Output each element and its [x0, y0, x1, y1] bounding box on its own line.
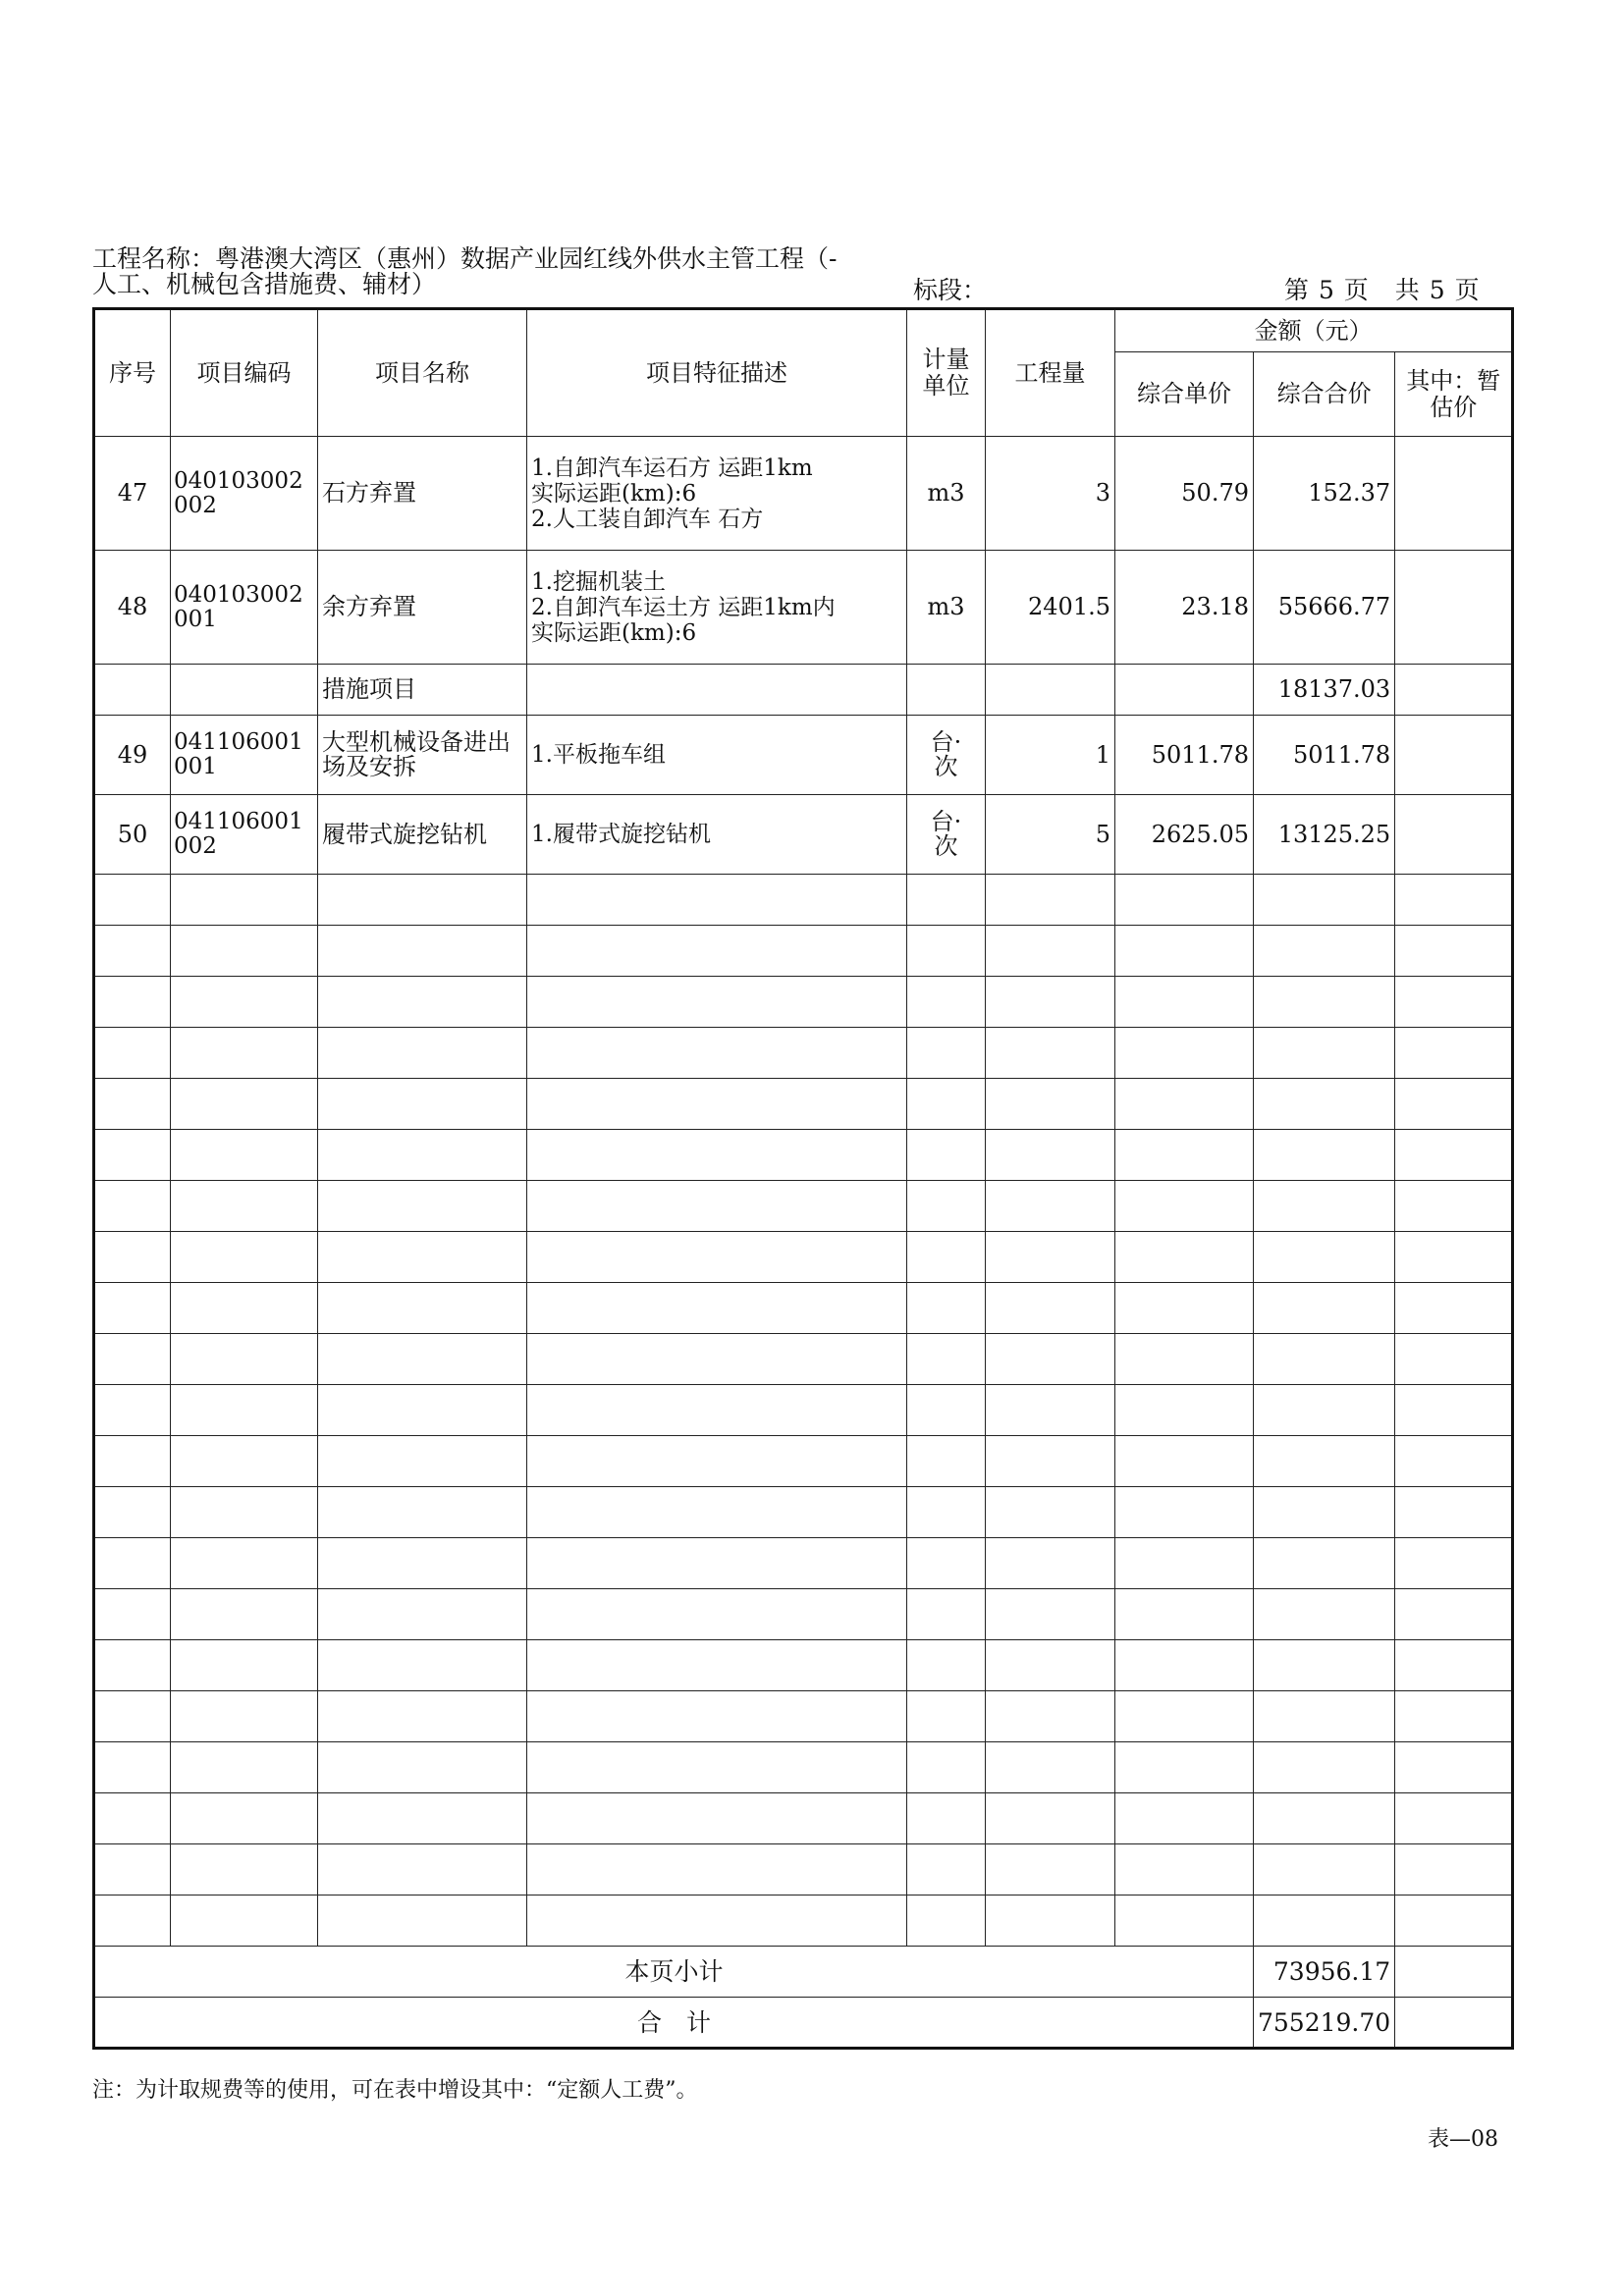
empty-cell — [1254, 1028, 1395, 1079]
empty-row — [94, 926, 1513, 977]
row-code: 041106001002 — [171, 795, 318, 875]
empty-row — [94, 1896, 1513, 1947]
empty-cell — [1254, 1844, 1395, 1896]
empty-cell — [986, 1793, 1115, 1844]
empty-cell — [1254, 1130, 1395, 1181]
row-total: 152.37 — [1254, 437, 1395, 551]
empty-cell — [907, 926, 986, 977]
row-seq: 47 — [94, 437, 171, 551]
empty-cell — [527, 1232, 907, 1283]
empty-cell — [527, 926, 907, 977]
empty-cell — [318, 1436, 527, 1487]
row-unit — [907, 665, 986, 716]
row-unit: 台· 次 — [907, 795, 986, 875]
row-qty: 2401.5 — [986, 551, 1115, 665]
subtotal-label: 本页小计 — [94, 1947, 1254, 1998]
row-qty — [986, 665, 1115, 716]
empty-cell — [1254, 1742, 1395, 1793]
row-desc: 1.挖掘机装土 2.自卸汽车运土方 运距1km内 实际运距(km):6 — [527, 551, 907, 665]
empty-cell — [318, 1640, 527, 1691]
empty-cell — [907, 1283, 986, 1334]
empty-cell — [1115, 1436, 1254, 1487]
col-total: 综合合价 — [1254, 352, 1395, 437]
col-unit: 计量 单位 — [907, 309, 986, 437]
empty-cell — [1395, 1028, 1513, 1079]
empty-cell — [318, 1691, 527, 1742]
empty-cell — [171, 1079, 318, 1130]
empty-cell — [986, 875, 1115, 926]
empty-cell — [527, 1538, 907, 1589]
empty-cell — [1395, 1232, 1513, 1283]
empty-cell — [1115, 1130, 1254, 1181]
row-provisional — [1395, 716, 1513, 795]
empty-row — [94, 1844, 1513, 1896]
empty-cell — [1395, 977, 1513, 1028]
project-name-line-1: 工程名称：粤港澳大湾区（惠州）数据产业园红线外供水主管工程（- — [92, 244, 838, 273]
empty-cell — [986, 977, 1115, 1028]
empty-cell — [171, 1283, 318, 1334]
empty-cell — [527, 977, 907, 1028]
row-desc: 1.平板拖车组 — [527, 716, 907, 795]
empty-row — [94, 1436, 1513, 1487]
empty-cell — [1115, 1334, 1254, 1385]
col-amount: 金额（元） — [1115, 309, 1513, 352]
empty-cell — [1115, 1896, 1254, 1947]
empty-cell — [1395, 1640, 1513, 1691]
row-desc: 1.自卸汽车运石方 运距1km 实际运距(km):6 2.人工装自卸汽车 石方 — [527, 437, 907, 551]
empty-cell — [986, 1691, 1115, 1742]
row-code — [171, 665, 318, 716]
empty-cell — [907, 1742, 986, 1793]
empty-row — [94, 1793, 1513, 1844]
empty-cell — [1254, 926, 1395, 977]
empty-cell — [1115, 875, 1254, 926]
empty-cell — [527, 1896, 907, 1947]
row-total: 5011.78 — [1254, 716, 1395, 795]
col-seq: 序号 — [94, 309, 171, 437]
empty-cell — [171, 1232, 318, 1283]
row-seq: 48 — [94, 551, 171, 665]
row-unit-price — [1115, 665, 1254, 716]
empty-cell — [907, 1691, 986, 1742]
empty-cell — [986, 1538, 1115, 1589]
total-value: 755219.70 — [1254, 1998, 1395, 2049]
empty-cell — [907, 1436, 986, 1487]
empty-cell — [907, 1487, 986, 1538]
empty-cell — [94, 1283, 171, 1334]
empty-cell — [171, 1181, 318, 1232]
empty-cell — [171, 1538, 318, 1589]
row-provisional — [1395, 665, 1513, 716]
empty-cell — [527, 1691, 907, 1742]
empty-cell — [318, 1487, 527, 1538]
empty-cell — [94, 1896, 171, 1947]
empty-row — [94, 1487, 1513, 1538]
empty-cell — [986, 1896, 1115, 1947]
empty-cell — [1115, 1640, 1254, 1691]
empty-row — [94, 1232, 1513, 1283]
empty-cell — [1115, 977, 1254, 1028]
empty-cell — [1395, 1385, 1513, 1436]
row-desc: 1.履带式旋挖钻机 — [527, 795, 907, 875]
empty-cell — [1115, 926, 1254, 977]
empty-cell — [94, 1079, 171, 1130]
empty-cell — [318, 1181, 527, 1232]
empty-cell — [986, 1436, 1115, 1487]
empty-cell — [171, 875, 318, 926]
empty-cell — [171, 1487, 318, 1538]
row-unit-price: 50.79 — [1115, 437, 1254, 551]
empty-cell — [907, 875, 986, 926]
project-name-line-2: 人工、机械包含措施费、辅材） — [92, 270, 437, 298]
empty-cell — [986, 1028, 1115, 1079]
empty-cell — [1254, 1538, 1395, 1589]
empty-cell — [94, 1385, 171, 1436]
empty-row — [94, 1589, 1513, 1640]
subtotal-provisional — [1395, 1947, 1513, 1998]
row-total: 13125.25 — [1254, 795, 1395, 875]
row-seq — [94, 665, 171, 716]
empty-cell — [1395, 1487, 1513, 1538]
empty-cell — [94, 1844, 171, 1896]
empty-cell — [1395, 1691, 1513, 1742]
table-row — [94, 665, 1513, 716]
empty-cell — [986, 1232, 1115, 1283]
empty-cell — [318, 1589, 527, 1640]
empty-cell — [527, 1487, 907, 1538]
row-name: 履带式旋挖钻机 — [318, 795, 527, 875]
row-unit-price: 5011.78 — [1115, 716, 1254, 795]
empty-cell — [94, 1232, 171, 1283]
row-code: 040103002002 — [171, 437, 318, 551]
row-qty: 3 — [986, 437, 1115, 551]
empty-row — [94, 1028, 1513, 1079]
empty-cell — [94, 1181, 171, 1232]
empty-cell — [171, 1334, 318, 1385]
empty-cell — [1395, 1538, 1513, 1589]
empty-row — [94, 1130, 1513, 1181]
empty-cell — [318, 1079, 527, 1130]
empty-cell — [318, 1538, 527, 1589]
empty-cell — [907, 1896, 986, 1947]
empty-cell — [94, 1589, 171, 1640]
empty-cell — [171, 1589, 318, 1640]
empty-row — [94, 1079, 1513, 1130]
row-unit: m3 — [907, 437, 986, 551]
empty-cell — [1395, 1793, 1513, 1844]
empty-row — [94, 1181, 1513, 1232]
empty-cell — [1395, 875, 1513, 926]
empty-cell — [318, 875, 527, 926]
empty-cell — [986, 1334, 1115, 1385]
empty-cell — [986, 1385, 1115, 1436]
empty-cell — [1254, 1079, 1395, 1130]
empty-cell — [94, 1028, 171, 1079]
empty-cell — [318, 977, 527, 1028]
empty-cell — [318, 1844, 527, 1896]
empty-cell — [1115, 1181, 1254, 1232]
empty-cell — [171, 1028, 318, 1079]
empty-cell — [1395, 1283, 1513, 1334]
row-name: 措施项目 — [318, 665, 527, 716]
empty-cell — [527, 1793, 907, 1844]
empty-cell — [94, 1487, 171, 1538]
row-provisional — [1395, 795, 1513, 875]
empty-cell — [986, 1130, 1115, 1181]
empty-cell — [1254, 1896, 1395, 1947]
empty-cell — [907, 1640, 986, 1691]
empty-cell — [907, 1181, 986, 1232]
col-name: 项目名称 — [318, 309, 527, 437]
empty-cell — [527, 1079, 907, 1130]
empty-cell — [1115, 1589, 1254, 1640]
empty-cell — [986, 1742, 1115, 1793]
empty-cell — [94, 1538, 171, 1589]
total-provisional — [1395, 1998, 1513, 2049]
empty-cell — [1254, 977, 1395, 1028]
empty-cell — [1115, 1844, 1254, 1896]
empty-cell — [171, 1742, 318, 1793]
empty-cell — [94, 977, 171, 1028]
empty-cell — [1254, 1589, 1395, 1640]
row-code: 041106001001 — [171, 716, 318, 795]
total-label: 合 计 — [94, 1998, 1254, 2049]
empty-cell — [986, 1844, 1115, 1896]
empty-cell — [1115, 1487, 1254, 1538]
row-seq: 49 — [94, 716, 171, 795]
empty-cell — [1115, 1232, 1254, 1283]
empty-row — [94, 1538, 1513, 1589]
empty-row — [94, 977, 1513, 1028]
empty-cell — [94, 875, 171, 926]
col-provisional: 其中：暂 估价 — [1395, 352, 1513, 437]
empty-cell — [318, 1793, 527, 1844]
empty-cell — [318, 926, 527, 977]
empty-cell — [1395, 1589, 1513, 1640]
row-qty: 5 — [986, 795, 1115, 875]
empty-cell — [1395, 1844, 1513, 1896]
row-name: 余方弃置 — [318, 551, 527, 665]
empty-cell — [171, 977, 318, 1028]
row-name: 大型机械设备进出场及安拆 — [318, 716, 527, 795]
col-desc: 项目特征描述 — [527, 309, 907, 437]
empty-cell — [94, 1334, 171, 1385]
empty-cell — [527, 1640, 907, 1691]
empty-cell — [1115, 1691, 1254, 1742]
empty-cell — [1395, 1742, 1513, 1793]
empty-cell — [986, 1589, 1115, 1640]
form-number: 表—08 — [1428, 2127, 1498, 2152]
empty-cell — [1254, 1487, 1395, 1538]
empty-cell — [907, 1334, 986, 1385]
empty-cell — [527, 1436, 907, 1487]
section-label: 标段： — [913, 276, 988, 304]
empty-cell — [1115, 1028, 1254, 1079]
empty-cell — [1115, 1283, 1254, 1334]
empty-cell — [318, 1130, 527, 1181]
subtotal-row — [94, 1947, 1513, 1998]
empty-cell — [1254, 1385, 1395, 1436]
empty-cell — [318, 1334, 527, 1385]
subtotal-value: 73956.17 — [1254, 1947, 1395, 1998]
empty-cell — [527, 1385, 907, 1436]
row-provisional — [1395, 551, 1513, 665]
empty-cell — [1115, 1079, 1254, 1130]
empty-cell — [318, 1896, 527, 1947]
empty-cell — [1395, 1334, 1513, 1385]
empty-cell — [171, 926, 318, 977]
empty-cell — [1254, 875, 1395, 926]
empty-cell — [1115, 1385, 1254, 1436]
row-total: 55666.77 — [1254, 551, 1395, 665]
empty-cell — [527, 1844, 907, 1896]
empty-cell — [94, 1793, 171, 1844]
row-desc — [527, 665, 907, 716]
col-code: 项目编码 — [171, 309, 318, 437]
empty-cell — [1115, 1793, 1254, 1844]
empty-cell — [1254, 1436, 1395, 1487]
row-qty: 1 — [986, 716, 1115, 795]
empty-row — [94, 1640, 1513, 1691]
empty-cell — [907, 1589, 986, 1640]
col-unit-price: 综合单价 — [1115, 352, 1254, 437]
empty-cell — [318, 1385, 527, 1436]
empty-cell — [527, 875, 907, 926]
page-info: 第 5 页 共 5 页 — [1284, 276, 1481, 304]
empty-cell — [1254, 1232, 1395, 1283]
empty-cell — [1254, 1334, 1395, 1385]
empty-cell — [907, 1385, 986, 1436]
empty-cell — [907, 1793, 986, 1844]
empty-cell — [318, 1028, 527, 1079]
empty-cell — [986, 926, 1115, 977]
bill-table — [92, 307, 1514, 2050]
empty-cell — [1254, 1640, 1395, 1691]
empty-row — [94, 1385, 1513, 1436]
empty-cell — [1395, 1896, 1513, 1947]
empty-cell — [1254, 1691, 1395, 1742]
empty-cell — [94, 1436, 171, 1487]
row-seq: 50 — [94, 795, 171, 875]
empty-cell — [907, 1844, 986, 1896]
empty-cell — [527, 1589, 907, 1640]
empty-cell — [907, 1538, 986, 1589]
empty-cell — [318, 1742, 527, 1793]
empty-cell — [527, 1283, 907, 1334]
empty-cell — [907, 1232, 986, 1283]
row-unit: 台· 次 — [907, 716, 986, 795]
empty-cell — [986, 1283, 1115, 1334]
col-qty: 工程量 — [986, 309, 1115, 437]
empty-row — [94, 1334, 1513, 1385]
empty-cell — [94, 1691, 171, 1742]
empty-cell — [171, 1385, 318, 1436]
table-row — [94, 716, 1513, 795]
table-row — [94, 437, 1513, 551]
empty-cell — [527, 1742, 907, 1793]
empty-cell — [907, 1028, 986, 1079]
empty-cell — [171, 1436, 318, 1487]
footnote: 注：为计取规费等的使用，可在表中增设其中：“定额人工费”。 — [92, 2078, 698, 2103]
empty-row — [94, 875, 1513, 926]
empty-row — [94, 1742, 1513, 1793]
empty-row — [94, 1283, 1513, 1334]
table-row — [94, 795, 1513, 875]
empty-cell — [94, 1742, 171, 1793]
empty-cell — [171, 1896, 318, 1947]
row-unit: m3 — [907, 551, 986, 665]
row-unit-price: 2625.05 — [1115, 795, 1254, 875]
empty-cell — [171, 1691, 318, 1742]
empty-cell — [986, 1487, 1115, 1538]
empty-cell — [907, 977, 986, 1028]
empty-cell — [1115, 1538, 1254, 1589]
empty-cell — [527, 1334, 907, 1385]
empty-cell — [527, 1130, 907, 1181]
row-provisional — [1395, 437, 1513, 551]
empty-cell — [94, 926, 171, 977]
row-unit-price: 23.18 — [1115, 551, 1254, 665]
empty-cell — [1395, 1130, 1513, 1181]
empty-cell — [94, 1640, 171, 1691]
table-row — [94, 551, 1513, 665]
total-row — [94, 1998, 1513, 2049]
empty-cell — [171, 1844, 318, 1896]
empty-cell — [1395, 1181, 1513, 1232]
empty-cell — [171, 1793, 318, 1844]
empty-cell — [527, 1181, 907, 1232]
empty-cell — [986, 1640, 1115, 1691]
empty-cell — [1115, 1742, 1254, 1793]
empty-cell — [986, 1181, 1115, 1232]
empty-cell — [1395, 1436, 1513, 1487]
empty-row — [94, 1691, 1513, 1742]
empty-cell — [171, 1130, 318, 1181]
empty-cell — [1254, 1793, 1395, 1844]
empty-cell — [907, 1130, 986, 1181]
empty-cell — [1254, 1283, 1395, 1334]
empty-cell — [1254, 1181, 1395, 1232]
row-code: 040103002001 — [171, 551, 318, 665]
empty-cell — [527, 1028, 907, 1079]
row-total: 18137.03 — [1254, 665, 1395, 716]
empty-cell — [318, 1232, 527, 1283]
empty-cell — [94, 1130, 171, 1181]
empty-cell — [1395, 926, 1513, 977]
row-name: 石方弃置 — [318, 437, 527, 551]
empty-cell — [907, 1079, 986, 1130]
empty-cell — [171, 1640, 318, 1691]
empty-cell — [1395, 1079, 1513, 1130]
empty-cell — [986, 1079, 1115, 1130]
empty-cell — [318, 1283, 527, 1334]
